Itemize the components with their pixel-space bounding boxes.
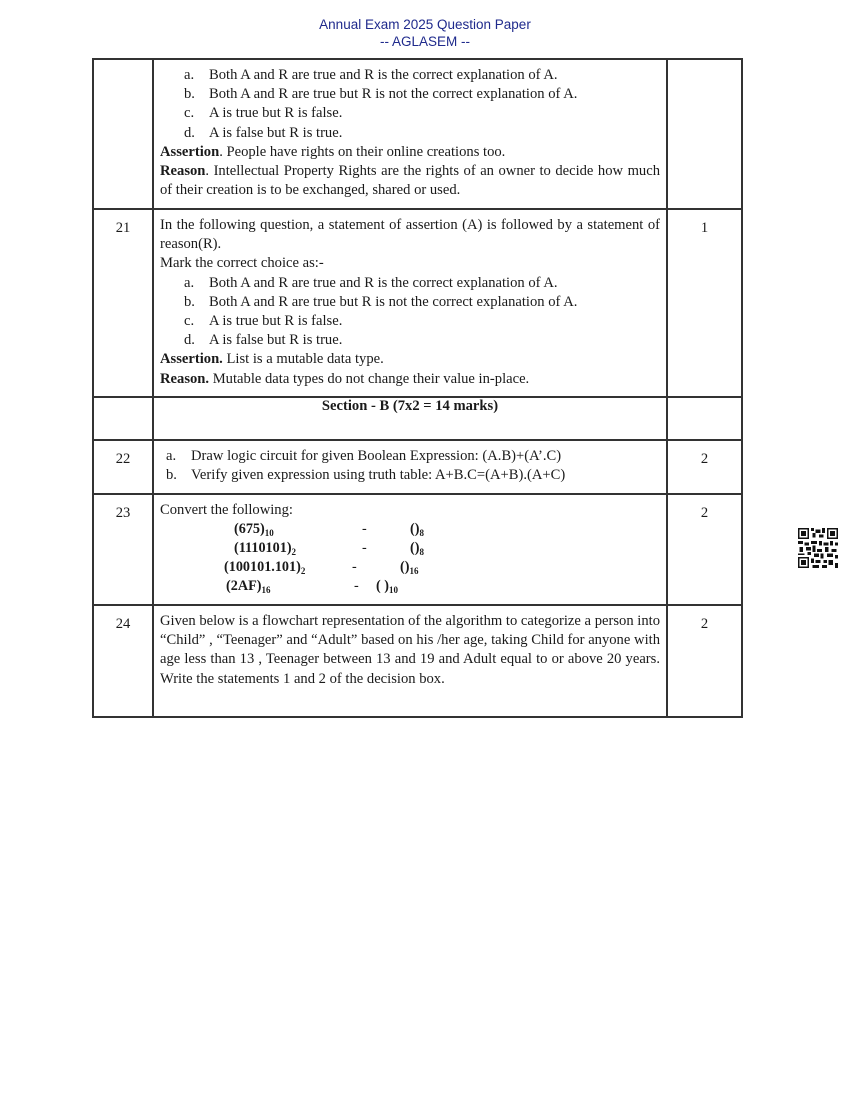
question-marks: 1 bbox=[667, 209, 742, 397]
qr-code-icon bbox=[798, 528, 838, 568]
question-marks: 2 bbox=[667, 440, 742, 494]
question-body bbox=[153, 494, 667, 605]
question-instruction: Mark the correct choice as:- bbox=[160, 255, 324, 272]
reason: Reason. Intellectual Property Rights are the rights of an owner to decide how much of their creation is to be exchanged, shared or used. bbox=[160, 163, 660, 199]
empty-cell bbox=[93, 397, 153, 440]
assertion: Assertion. List is a mutable data type. bbox=[160, 351, 384, 368]
table-row-section-b bbox=[93, 397, 742, 440]
question-body bbox=[153, 440, 667, 494]
conversion-row: $(100101.101)_2$ - $()_{16}$ bbox=[224, 559, 419, 577]
section-title: Section - B (7x2 = 14 marks) bbox=[153, 397, 667, 440]
options-list bbox=[160, 66, 660, 143]
part-a: a. Draw logic circuit for given Boolean Expression: (A.B)+(A’.C) bbox=[166, 448, 562, 464]
question-number: 21 bbox=[93, 209, 153, 397]
table-row-q22 bbox=[93, 440, 742, 494]
header-subtitle: -- AGLASEM -- bbox=[379, 34, 470, 49]
page-header bbox=[0, 16, 850, 50]
question-body bbox=[153, 59, 667, 209]
question-number bbox=[93, 59, 153, 209]
question-intro: In the following question, a statement of assertion (A) is followed by a statement of reason(R). bbox=[160, 217, 660, 253]
options-list bbox=[160, 274, 660, 351]
option-d: d. A is false but R is true. bbox=[184, 332, 343, 349]
conversion-row: $(675)_{10}$ - $()_8$ bbox=[234, 521, 424, 539]
option-c: c. A is true but R is false. bbox=[184, 105, 343, 122]
option-d: d. A is false but R is true. bbox=[184, 124, 343, 141]
conversion-row: $(1110101)_2$ - $()_8$ bbox=[234, 540, 424, 558]
question-marks: 2 bbox=[667, 494, 742, 605]
table-row-q20-continued bbox=[93, 59, 742, 209]
table-row-q23 bbox=[93, 494, 742, 605]
option-a: a. Both A and R are true and R is the correct explanation of A. bbox=[184, 274, 558, 291]
assertion: Assertion. People have rights on their online creations too. bbox=[160, 143, 506, 160]
question-intro: Convert the following: bbox=[160, 502, 293, 518]
question-number: 22 bbox=[93, 440, 153, 494]
question-marks: 2 bbox=[667, 605, 742, 717]
empty-cell bbox=[667, 397, 742, 440]
conversion-row: $(2AF)_{16}$ - ( )$_{10}$ bbox=[226, 578, 398, 596]
question-marks bbox=[667, 59, 742, 209]
option-b: b. Both A and R are true but R is not the correct explanation of A. bbox=[184, 293, 578, 310]
option-c: c. A is true but R is false. bbox=[184, 313, 343, 330]
conversion-list bbox=[224, 520, 660, 596]
question-body bbox=[153, 209, 667, 397]
question-number: 24 bbox=[93, 605, 153, 717]
question-body: Given below is a flowchart representation of the algorithm to categorize a person into “Child” , “Teenager” and “Adult” based on his /her age, taking Child for anyone with age less than 13 , Teenager between 13 and 19 and Adult equal to or above 20 years. Write the statements 1 and 2 of the decision box. bbox=[153, 605, 667, 717]
parts-list bbox=[160, 447, 660, 485]
table-row-q24 bbox=[93, 605, 742, 717]
table-row-q21 bbox=[93, 209, 742, 397]
option-b: b. Both A and R are true but R is not the correct explanation of A. bbox=[184, 86, 578, 103]
part-b: b. Verify given expression using truth table: A+B.C=(A+B).(A+C) bbox=[166, 467, 566, 484]
question-table bbox=[92, 58, 743, 718]
question-number: 23 bbox=[93, 494, 153, 605]
option-a: a. Both A and R are true and R is the correct explanation of A. bbox=[184, 67, 558, 83]
header-title: Annual Exam 2025 Question Paper bbox=[319, 17, 531, 32]
reason: Reason. Mutable data types do not change their value in-place. bbox=[160, 370, 530, 387]
